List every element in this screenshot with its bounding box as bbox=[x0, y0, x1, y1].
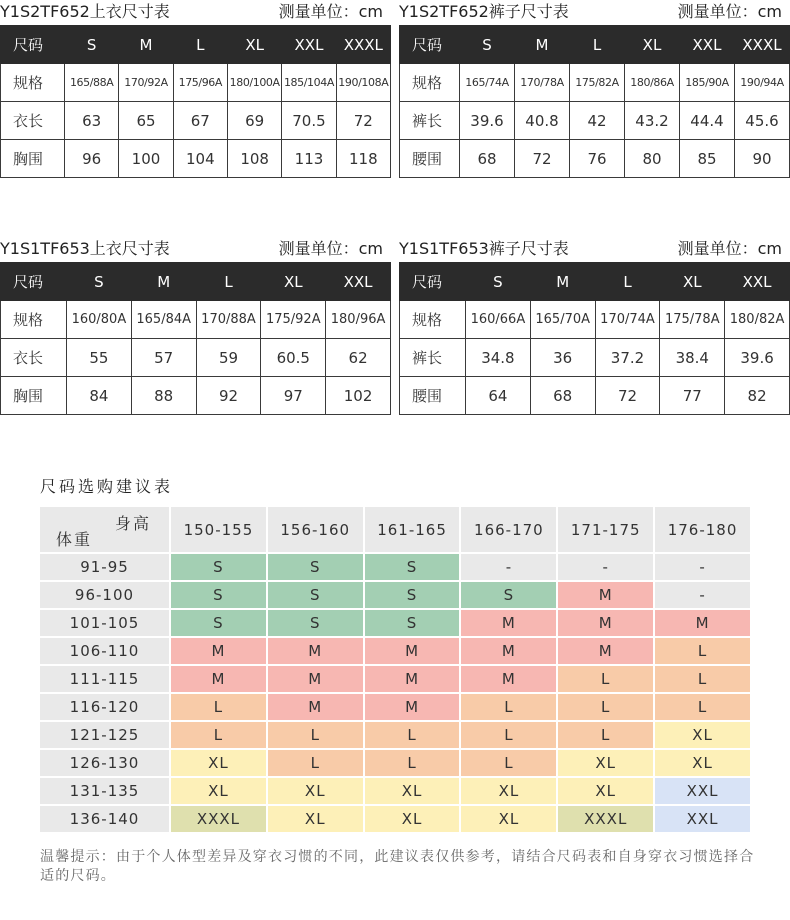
table-cell: 85 bbox=[680, 140, 735, 178]
recommended-size-cell: L bbox=[654, 637, 751, 665]
size-recommend-table bbox=[40, 507, 752, 837]
table-cell: 180/96A bbox=[326, 301, 391, 339]
table-cell: 45.6 bbox=[735, 102, 790, 140]
table-cell: 165/70A bbox=[530, 301, 595, 339]
table-title: Y1S2TF652裤子尺寸表 bbox=[399, 2, 569, 21]
size-table-top-1 bbox=[0, 1, 391, 178]
weight-row bbox=[40, 805, 751, 833]
table-cell: 96 bbox=[65, 140, 119, 178]
recommended-size-cell: M bbox=[267, 665, 364, 693]
table-cell: 63 bbox=[65, 102, 119, 140]
size-table bbox=[399, 262, 790, 415]
weight-row bbox=[40, 777, 751, 805]
size-table bbox=[0, 262, 391, 415]
row-label: 规格 bbox=[400, 64, 460, 102]
table-cell: 68 bbox=[530, 377, 595, 415]
recommended-size-cell: XL bbox=[654, 749, 751, 777]
table-cell: 39.6 bbox=[725, 339, 790, 377]
recommended-size-cell: XXL bbox=[654, 777, 751, 805]
table-cell: 108 bbox=[227, 140, 281, 178]
table-row bbox=[400, 301, 790, 339]
table-cell: 69 bbox=[227, 102, 281, 140]
table-header-row bbox=[1, 26, 391, 64]
table-cell: 65 bbox=[119, 102, 173, 140]
recommended-size-cell: M bbox=[364, 693, 461, 721]
table-cell: 102 bbox=[326, 377, 391, 415]
recommended-size-cell: M bbox=[654, 609, 751, 637]
weight-row bbox=[40, 553, 751, 581]
table-cell: 60.5 bbox=[261, 339, 326, 377]
table-cell: 180/82A bbox=[725, 301, 790, 339]
recommended-size-cell: S bbox=[170, 553, 267, 581]
weight-range-label: 91-95 bbox=[40, 553, 170, 581]
weight-range-label: 96-100 bbox=[40, 581, 170, 609]
header-cell: XXL bbox=[326, 263, 391, 301]
height-range-header: 161-165 bbox=[364, 507, 461, 553]
recommended-size-cell: L bbox=[364, 749, 461, 777]
header-cell: S bbox=[460, 26, 515, 64]
height-range-header: 156-160 bbox=[267, 507, 364, 553]
table-cell: 160/80A bbox=[67, 301, 132, 339]
header-cell: L bbox=[196, 263, 261, 301]
header-cell: M bbox=[119, 26, 173, 64]
header-cell: XL bbox=[227, 26, 281, 64]
table-cell: 190/94A bbox=[735, 64, 790, 102]
header-cell: M bbox=[515, 26, 570, 64]
row-label: 规格 bbox=[400, 301, 466, 339]
weight-axis-label: 体重 bbox=[56, 530, 93, 549]
table-row bbox=[400, 339, 790, 377]
recommended-size-cell: M bbox=[364, 637, 461, 665]
table-row bbox=[1, 102, 391, 140]
table-cell: 113 bbox=[282, 140, 336, 178]
table-cell: 38.4 bbox=[660, 339, 725, 377]
header-cell: 尺码 bbox=[1, 26, 65, 64]
recommend-title: 尺码选购建议表 bbox=[40, 477, 174, 496]
header-cell: 尺码 bbox=[1, 263, 67, 301]
table-cell: 70.5 bbox=[282, 102, 336, 140]
height-range-header: 150-155 bbox=[170, 507, 267, 553]
table-cell: 57 bbox=[131, 339, 196, 377]
recommended-size-cell: - bbox=[557, 553, 654, 581]
table-header-row bbox=[400, 263, 790, 301]
recommended-size-cell: L bbox=[364, 721, 461, 749]
row-label: 胸围 bbox=[1, 377, 67, 415]
table-cell: 77 bbox=[660, 377, 725, 415]
table-cell: 175/96A bbox=[173, 64, 227, 102]
weight-range-label: 136-140 bbox=[40, 805, 170, 833]
recommended-size-cell: - bbox=[654, 553, 751, 581]
table-row bbox=[1, 377, 391, 415]
table-cell: 43.2 bbox=[625, 102, 680, 140]
recommended-size-cell: XL bbox=[460, 777, 557, 805]
table-cell: 92 bbox=[196, 377, 261, 415]
header-cell: S bbox=[466, 263, 531, 301]
table-header-row bbox=[400, 26, 790, 64]
table-title-row bbox=[399, 1, 790, 23]
recommended-size-cell: M bbox=[170, 665, 267, 693]
table-cell: 62 bbox=[326, 339, 391, 377]
height-axis-label: 身高 bbox=[114, 514, 151, 533]
table-cell: 175/92A bbox=[261, 301, 326, 339]
row-label: 胸围 bbox=[1, 140, 65, 178]
table-cell: 165/88A bbox=[65, 64, 119, 102]
recommended-size-cell: L bbox=[654, 665, 751, 693]
height-header-row bbox=[40, 507, 751, 553]
recommended-size-cell: S bbox=[267, 581, 364, 609]
table-row bbox=[1, 140, 391, 178]
table-cell: 90 bbox=[735, 140, 790, 178]
recommended-size-cell: L bbox=[267, 721, 364, 749]
table-cell: 100 bbox=[119, 140, 173, 178]
row-label: 裤长 bbox=[400, 102, 460, 140]
recommended-size-cell: M bbox=[364, 665, 461, 693]
table-row bbox=[1, 64, 391, 102]
table-cell: 170/88A bbox=[196, 301, 261, 339]
header-cell: S bbox=[65, 26, 119, 64]
table-cell: 82 bbox=[725, 377, 790, 415]
recommended-size-cell: M bbox=[557, 637, 654, 665]
table-cell: 180/86A bbox=[625, 64, 680, 102]
table-row bbox=[400, 377, 790, 415]
recommended-size-cell: L bbox=[460, 693, 557, 721]
recommended-size-cell: XXXL bbox=[170, 805, 267, 833]
table-cell: 42 bbox=[570, 102, 625, 140]
table-cell: 175/82A bbox=[570, 64, 625, 102]
table-cell: 37.2 bbox=[595, 339, 660, 377]
weight-row bbox=[40, 693, 751, 721]
weight-row bbox=[40, 637, 751, 665]
recommended-size-cell: XL bbox=[170, 777, 267, 805]
table-title: Y1S1TF653裤子尺寸表 bbox=[399, 239, 569, 258]
table-row bbox=[400, 140, 790, 178]
row-label: 衣长 bbox=[1, 102, 65, 140]
table-cell: 72 bbox=[515, 140, 570, 178]
weight-range-label: 111-115 bbox=[40, 665, 170, 693]
table-cell: 104 bbox=[173, 140, 227, 178]
recommended-size-cell: - bbox=[654, 581, 751, 609]
table-cell: 68 bbox=[460, 140, 515, 178]
header-cell: XL bbox=[660, 263, 725, 301]
size-table bbox=[399, 25, 790, 178]
recommended-size-cell: M bbox=[267, 637, 364, 665]
weight-range-label: 131-135 bbox=[40, 777, 170, 805]
size-table-top-2 bbox=[399, 1, 790, 178]
table-row bbox=[1, 301, 391, 339]
row-label: 衣长 bbox=[1, 339, 67, 377]
recommended-size-cell: XL bbox=[557, 749, 654, 777]
recommended-size-cell: XL bbox=[364, 777, 461, 805]
weight-range-label: 116-120 bbox=[40, 693, 170, 721]
recommended-size-cell: S bbox=[170, 609, 267, 637]
table-cell: 72 bbox=[595, 377, 660, 415]
table-cell: 59 bbox=[196, 339, 261, 377]
header-cell: M bbox=[530, 263, 595, 301]
size-table-bottom-2 bbox=[399, 238, 790, 415]
row-label: 裤长 bbox=[400, 339, 466, 377]
header-cell: XXL bbox=[680, 26, 735, 64]
header-cell: 尺码 bbox=[400, 26, 460, 64]
row-label: 规格 bbox=[1, 64, 65, 102]
height-range-header: 176-180 bbox=[654, 507, 751, 553]
header-cell: 尺码 bbox=[400, 263, 466, 301]
table-title: Y1S1TF653上衣尺寸表 bbox=[0, 239, 170, 258]
header-cell: XXL bbox=[725, 263, 790, 301]
table-row bbox=[400, 102, 790, 140]
table-cell: 170/92A bbox=[119, 64, 173, 102]
recommended-size-cell: L bbox=[557, 665, 654, 693]
table-cell: 185/104A bbox=[282, 64, 336, 102]
row-label: 腰围 bbox=[400, 377, 466, 415]
header-cell: XXXL bbox=[735, 26, 790, 64]
measure-unit: 测量单位：cm bbox=[677, 239, 782, 258]
weight-range-label: 101-105 bbox=[40, 609, 170, 637]
header-cell: XL bbox=[261, 263, 326, 301]
size-table bbox=[0, 25, 391, 178]
table-cell: 170/74A bbox=[595, 301, 660, 339]
recommended-size-cell: L bbox=[170, 693, 267, 721]
measure-unit: 测量单位：cm bbox=[677, 2, 782, 21]
table-cell: 97 bbox=[261, 377, 326, 415]
recommended-size-cell: L bbox=[460, 749, 557, 777]
recommended-size-cell: XXL bbox=[654, 805, 751, 833]
table-row bbox=[400, 64, 790, 102]
recommended-size-cell: S bbox=[170, 581, 267, 609]
table-cell: 88 bbox=[131, 377, 196, 415]
recommended-size-cell: XL bbox=[557, 777, 654, 805]
row-label: 腰围 bbox=[400, 140, 460, 178]
weight-range-label: 106-110 bbox=[40, 637, 170, 665]
table-cell: 185/90A bbox=[680, 64, 735, 102]
recommended-size-cell: XL bbox=[267, 777, 364, 805]
recommended-size-cell: L bbox=[557, 721, 654, 749]
recommended-size-cell: M bbox=[170, 637, 267, 665]
weight-row bbox=[40, 581, 751, 609]
weight-range-label: 126-130 bbox=[40, 749, 170, 777]
table-cell: 84 bbox=[67, 377, 132, 415]
recommended-size-cell: XL bbox=[364, 805, 461, 833]
recommended-size-cell: L bbox=[267, 749, 364, 777]
recommended-size-cell: L bbox=[460, 721, 557, 749]
size-table-bottom-1 bbox=[0, 238, 391, 415]
header-cell: L bbox=[173, 26, 227, 64]
recommended-size-cell: XL bbox=[460, 805, 557, 833]
recommended-size-cell: L bbox=[557, 693, 654, 721]
recommended-size-cell: M bbox=[557, 581, 654, 609]
table-cell: 118 bbox=[336, 140, 390, 178]
table-cell: 190/108A bbox=[336, 64, 390, 102]
recommended-size-cell: XXXL bbox=[557, 805, 654, 833]
table-cell: 170/78A bbox=[515, 64, 570, 102]
weight-row bbox=[40, 749, 751, 777]
height-range-header: 171-175 bbox=[557, 507, 654, 553]
recommended-size-cell: M bbox=[460, 609, 557, 637]
measure-unit: 测量单位：cm bbox=[278, 239, 383, 258]
header-cell: S bbox=[67, 263, 132, 301]
recommended-size-cell: XL bbox=[170, 749, 267, 777]
header-cell: XL bbox=[625, 26, 680, 64]
table-cell: 175/78A bbox=[660, 301, 725, 339]
recommended-size-cell: M bbox=[460, 637, 557, 665]
table-title: Y1S2TF652上衣尺寸表 bbox=[0, 2, 170, 21]
weight-row bbox=[40, 665, 751, 693]
weight-row bbox=[40, 609, 751, 637]
weight-range-label: 121-125 bbox=[40, 721, 170, 749]
table-cell: 64 bbox=[466, 377, 531, 415]
height-range-header: 166-170 bbox=[460, 507, 557, 553]
recommended-size-cell: S bbox=[460, 581, 557, 609]
table-cell: 76 bbox=[570, 140, 625, 178]
recommended-size-cell: S bbox=[267, 553, 364, 581]
weight-row bbox=[40, 721, 751, 749]
table-cell: 72 bbox=[336, 102, 390, 140]
recommended-size-cell: M bbox=[267, 693, 364, 721]
table-cell: 165/84A bbox=[131, 301, 196, 339]
table-title-row bbox=[0, 1, 391, 23]
row-label: 规格 bbox=[1, 301, 67, 339]
footer-note: 温馨提示：由于个人体型差异及穿衣习惯的不同，此建议表仅供参考，请结合尺码表和自身穿衣习惯选择合适的尺码。 bbox=[40, 849, 755, 884]
corner-cell bbox=[40, 507, 170, 553]
table-cell: 80 bbox=[625, 140, 680, 178]
table-row bbox=[1, 339, 391, 377]
header-cell: M bbox=[131, 263, 196, 301]
table-cell: 36 bbox=[530, 339, 595, 377]
table-cell: 34.8 bbox=[466, 339, 531, 377]
header-cell: L bbox=[570, 26, 625, 64]
recommended-size-cell: S bbox=[267, 609, 364, 637]
recommended-size-cell: M bbox=[460, 665, 557, 693]
recommended-size-cell: XL bbox=[654, 721, 751, 749]
recommended-size-cell: L bbox=[170, 721, 267, 749]
table-cell: 40.8 bbox=[515, 102, 570, 140]
table-cell: 44.4 bbox=[680, 102, 735, 140]
recommended-size-cell: S bbox=[364, 553, 461, 581]
table-cell: 165/74A bbox=[460, 64, 515, 102]
header-cell: XXL bbox=[282, 26, 336, 64]
recommended-size-cell: - bbox=[460, 553, 557, 581]
table-cell: 55 bbox=[67, 339, 132, 377]
recommended-size-cell: S bbox=[364, 581, 461, 609]
recommended-size-cell: XL bbox=[267, 805, 364, 833]
table-cell: 39.6 bbox=[460, 102, 515, 140]
table-title-row bbox=[399, 238, 790, 260]
table-cell: 180/100A bbox=[227, 64, 281, 102]
header-cell: XXXL bbox=[336, 26, 390, 64]
table-cell: 67 bbox=[173, 102, 227, 140]
table-header-row bbox=[1, 263, 391, 301]
recommended-size-cell: M bbox=[557, 609, 654, 637]
header-cell: L bbox=[595, 263, 660, 301]
recommend-grid bbox=[40, 507, 752, 834]
recommended-size-cell: L bbox=[654, 693, 751, 721]
table-cell: 160/66A bbox=[466, 301, 531, 339]
recommended-size-cell: S bbox=[364, 609, 461, 637]
table-title-row bbox=[0, 238, 391, 260]
measure-unit: 测量单位：cm bbox=[278, 2, 383, 21]
